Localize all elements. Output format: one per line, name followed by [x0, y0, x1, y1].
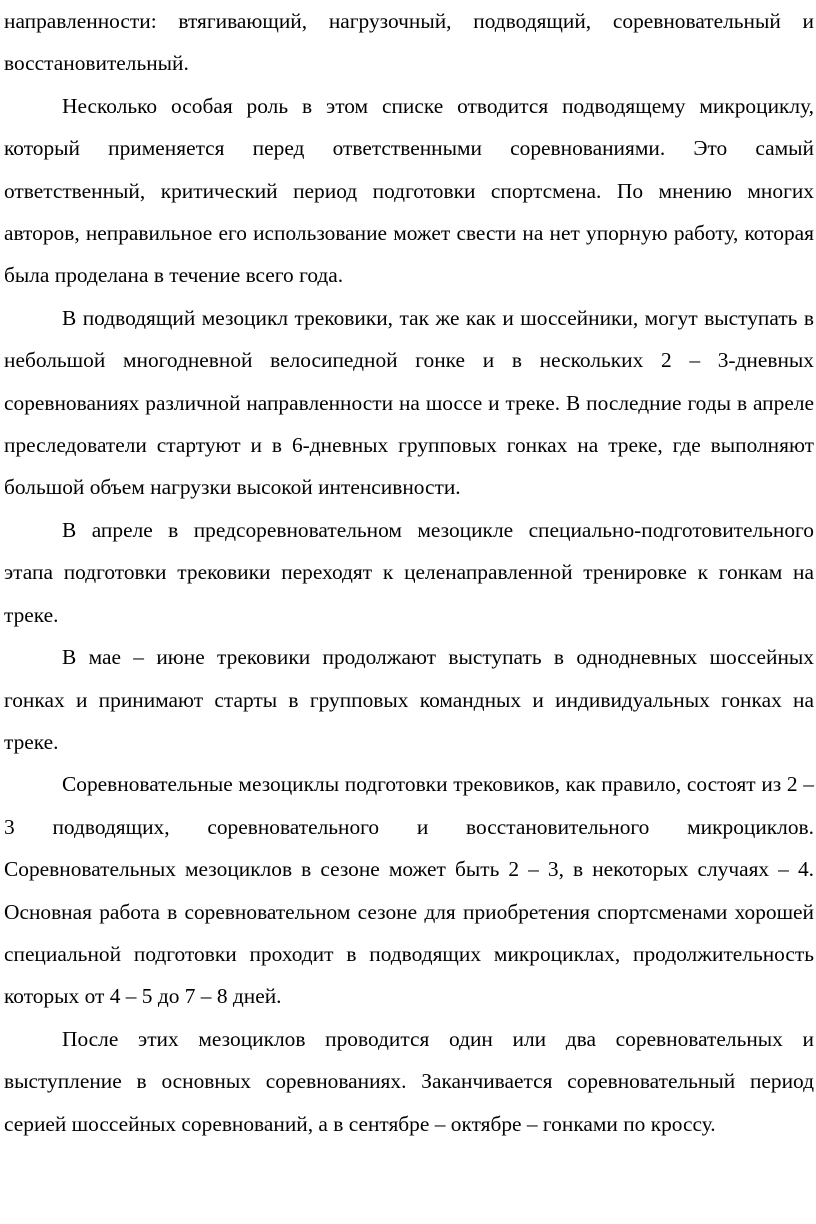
paragraph: В подводящий мезоцикл трековики, так же как и шоссейники, могут выступать в небольшой многодневной велосипедной гонке и в нескольких 2 – 3-дневных соревнованиях различной направленности на шоссе и треке. В последние годы в апреле преследователи стартуют и в 6-дневных групповых гонках на треке, где выполняют большой объем нагрузки высокой интенсивности. — [4, 305, 814, 500]
paragraph-continuation: направленности: втягивающий, нагрузочный, подводящий, соревновательный и восстановительный. — [4, 9, 814, 76]
paragraph: После этих мезоциклов проводится один или два соревновательных и выступление в основных соревнованиях. Заканчивается соревновательный период серией шоссейных соревнований, а в сентябре – октябре – гонками по кроссу. — [4, 1026, 814, 1136]
paragraph: Несколько особая роль в этом списке отводится подводящему микроциклу, который применяется перед ответственными соревнованиями. Это самый ответственный, критический период подготовки спортсмена. По мнению многих авторов, неправильное его использование может свести на нет упорную работу, которая была проделана в течение всего года. — [4, 93, 814, 288]
paragraph: В мае – июне трековики продолжают выступать в однодневных шоссейных гонках и принимают старты в групповых командных и индивидуальных гонках на треке. — [4, 645, 814, 754]
paragraph: Соревновательные мезоциклы подготовки трековиков, как правило, состоят из 2 – 3 подводящих, соревновательного и восстановительного микроциклов. Соревновательных мезоциклов в сезоне может быть 2 – 3, в некоторых случаях – 4. Основная работа в соревновательном сезоне для приобретения спортсменами хорошей специальной подготовки проходит в подводящих микроциклах, продолжительность которых от 4 – 5 до 7 – 8 дней. — [4, 772, 814, 1009]
paragraph: В апреле в предсоревновательном мезоцикле специально-подготовительного этапа подготовки трековики переходят к целенаправленной тренировке к гонкам на треке. — [4, 517, 814, 627]
document-page — [4, 0, 814, 1145]
